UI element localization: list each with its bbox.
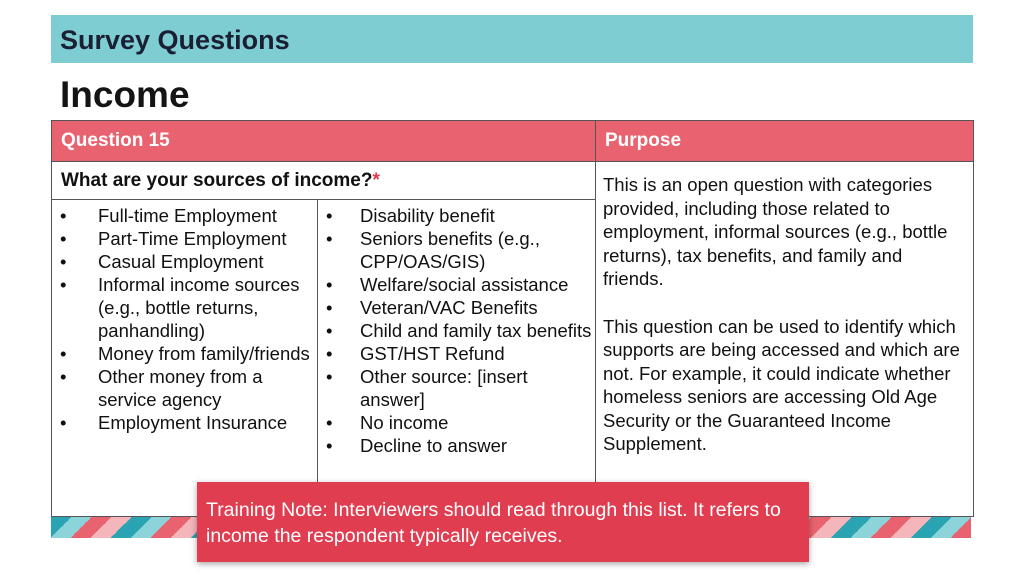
stripe-tile: [151, 517, 171, 538]
stripe-tile: [951, 517, 971, 538]
option-item: [52, 227, 317, 250]
survey-table: [51, 120, 974, 517]
bullet-icon: •: [326, 297, 333, 319]
purpose-paragraph: This question can be used to identify which supports are being accessed and which are not. For example, it could indicate whether homeless seniors are accessing Old Age Security or the Guaranteed Income Supplement.: [603, 315, 960, 454]
option-label: Seniors benefits (e.g., CPP/OAS/GIS): [360, 228, 540, 273]
bullet-icon: •: [326, 435, 333, 457]
option-label: Full-time Employment: [98, 205, 277, 227]
bullet-icon: •: [326, 320, 333, 342]
option-item: [52, 250, 317, 273]
stripe-tile: [111, 517, 131, 538]
option-item: [52, 273, 317, 342]
option-label: Disability benefit: [360, 205, 495, 227]
bullet-icon: •: [326, 343, 333, 365]
header-bar: [51, 15, 973, 63]
question-number-header: Question 15: [52, 121, 596, 162]
option-item: [52, 365, 317, 411]
option-label: GST/HST Refund: [360, 343, 505, 365]
option-label: Decline to answer: [360, 435, 508, 457]
option-label: Child and family tax benefits: [360, 320, 592, 342]
option-label: Casual Employment: [98, 251, 264, 273]
bullet-icon: •: [60, 412, 67, 434]
bullet-icon: •: [326, 412, 333, 434]
training-note-text: Training Note: Interviewers should read through this list. It refers to income the respondent typically receives.: [206, 499, 781, 547]
bullet-icon: •: [60, 343, 67, 365]
option-item: [318, 227, 592, 273]
stripe-tile: [131, 517, 151, 538]
bullet-icon: •: [326, 228, 333, 250]
option-label: Employment Insurance: [98, 412, 288, 434]
stripe-tile: [891, 517, 911, 538]
bullet-icon: •: [326, 366, 333, 388]
stripe-tile: [171, 517, 191, 538]
stripe-tile: [931, 517, 951, 538]
stripe-tile: [51, 517, 71, 538]
option-item: [52, 342, 317, 365]
option-label: Other money from a service agency: [98, 366, 263, 411]
option-item: [318, 319, 592, 342]
options-left-column: [52, 200, 318, 505]
stripe-tile: [811, 517, 831, 538]
option-label: Part-Time Employment: [98, 228, 287, 250]
stripe-tile: [831, 517, 851, 538]
bullet-icon: •: [326, 205, 333, 227]
bullet-icon: •: [326, 274, 333, 296]
option-item: [318, 273, 592, 296]
option-label: Informal income sources (e.g., bottle returns, panhandling): [98, 274, 300, 342]
purpose-header: Purpose: [596, 121, 974, 162]
option-item: [318, 434, 592, 457]
bullet-icon: •: [60, 274, 67, 296]
purpose-cell: [596, 162, 974, 517]
header-title: Survey Questions: [60, 25, 290, 55]
option-label: No income: [360, 412, 449, 434]
training-note: [197, 482, 809, 562]
option-item: [318, 342, 592, 365]
option-label: Money from family/friends: [98, 343, 310, 365]
stripe-tile: [91, 517, 111, 538]
purpose-paragraph: This is an open question with categories provided, including those related to employment, informal sources (e.g., bottle returns), tax benefits, and family and friends.: [603, 174, 948, 289]
stripe-tile: [71, 517, 91, 538]
bullet-icon: •: [60, 228, 67, 250]
option-item: [318, 296, 592, 319]
bullet-icon: •: [60, 251, 67, 273]
option-item: [318, 365, 592, 411]
bullet-icon: •: [60, 205, 67, 227]
bullet-icon: •: [60, 366, 67, 388]
option-item: [318, 411, 592, 434]
option-item: [52, 411, 317, 434]
question-text: [52, 162, 596, 200]
stripe-tile: [871, 517, 891, 538]
option-item: [318, 204, 592, 227]
option-label: Welfare/social assistance: [360, 274, 569, 296]
stripe-tile: [911, 517, 931, 538]
option-label: Other source: [insert answer]: [360, 366, 528, 411]
table-header-row: [52, 121, 974, 162]
section-title: Income: [60, 74, 190, 115]
required-asterisk: *: [372, 169, 380, 191]
options-right-column: [318, 200, 592, 505]
option-item: [52, 204, 317, 227]
answer-options-cell: [52, 200, 596, 517]
question-text-label: What are your sources of income?: [61, 169, 373, 191]
option-label: Veteran/VAC Benefits: [360, 297, 538, 319]
stripe-tile: [851, 517, 871, 538]
